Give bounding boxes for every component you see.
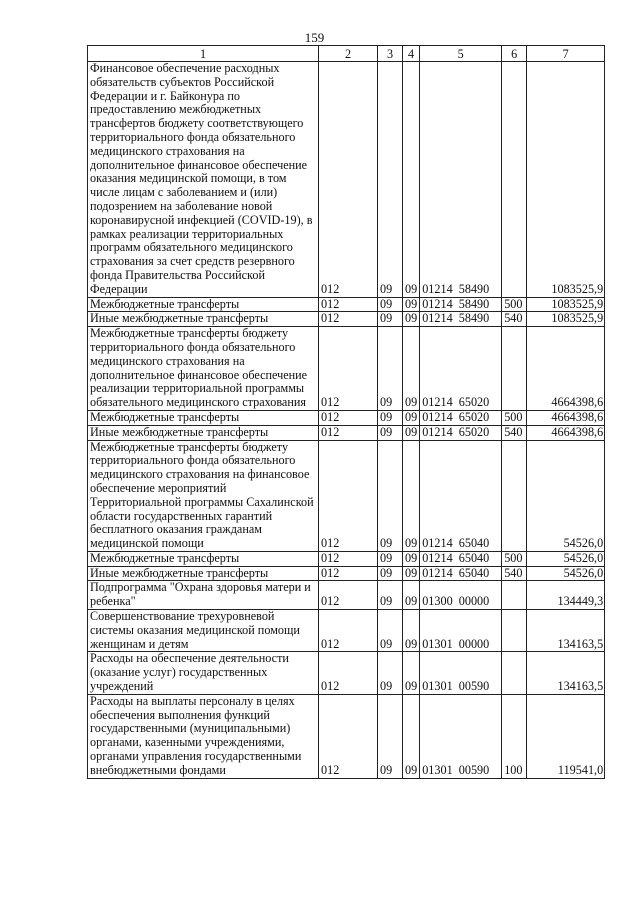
row-grbs-cell: 012 bbox=[319, 327, 378, 411]
table-row bbox=[88, 610, 605, 652]
row-target-article-cell: 01301 00590 bbox=[420, 694, 502, 778]
header-col-3: 3 bbox=[378, 46, 403, 62]
row-grbs-cell: 012 bbox=[319, 440, 378, 551]
row-name-cell: Совершенствование трехуровневой системы оказания медицинской помощи женщинам и детям bbox=[88, 610, 319, 652]
row-expense-type-cell: 100 bbox=[502, 694, 527, 778]
row-target-article-cell: 01214 58490 bbox=[420, 297, 502, 312]
row-grbs-cell: 012 bbox=[319, 566, 378, 581]
row-expense-type-cell: 500 bbox=[502, 551, 527, 566]
row-amount-cell: 119541,0 bbox=[527, 694, 605, 778]
row-amount-cell: 134449,3 bbox=[527, 581, 605, 610]
row-subsection-cell: 09 bbox=[403, 312, 420, 327]
row-grbs-cell: 012 bbox=[319, 581, 378, 610]
row-expense-type-cell bbox=[502, 581, 527, 610]
row-amount-cell: 4664398,6 bbox=[527, 425, 605, 440]
row-name-cell: Иные межбюджетные трансферты bbox=[88, 425, 319, 440]
row-expense-type-cell bbox=[502, 327, 527, 411]
row-target-article-cell: 01300 00000 bbox=[420, 581, 502, 610]
row-expense-type-cell: 540 bbox=[502, 312, 527, 327]
row-target-article-cell: 01214 65020 bbox=[420, 327, 502, 411]
row-subsection-cell: 09 bbox=[403, 581, 420, 610]
table-row bbox=[88, 652, 605, 694]
row-target-article-cell: 01214 65020 bbox=[420, 410, 502, 425]
table-row bbox=[88, 297, 605, 312]
row-amount-cell: 4664398,6 bbox=[527, 327, 605, 411]
header-col-2: 2 bbox=[319, 46, 378, 62]
row-expense-type-cell bbox=[502, 62, 527, 298]
budget-table bbox=[87, 45, 605, 779]
row-grbs-cell: 012 bbox=[319, 410, 378, 425]
row-expense-type-cell: 540 bbox=[502, 566, 527, 581]
row-amount-cell: 1083525,9 bbox=[527, 312, 605, 327]
row-name-cell: Иные межбюджетные трансферты bbox=[88, 312, 319, 327]
row-name-cell: Межбюджетные трансферты bbox=[88, 410, 319, 425]
row-subsection-cell: 09 bbox=[403, 410, 420, 425]
row-section-cell: 09 bbox=[378, 581, 403, 610]
row-amount-cell: 54526,0 bbox=[527, 551, 605, 566]
row-amount-cell: 134163,5 bbox=[527, 652, 605, 694]
row-section-cell: 09 bbox=[378, 610, 403, 652]
table-row bbox=[88, 440, 605, 551]
row-target-article-cell: 01214 65020 bbox=[420, 425, 502, 440]
table-row bbox=[88, 581, 605, 610]
table-row bbox=[88, 312, 605, 327]
row-section-cell: 09 bbox=[378, 694, 403, 778]
page-number: 159 bbox=[304, 30, 325, 45]
table-row bbox=[88, 425, 605, 440]
row-subsection-cell: 09 bbox=[403, 440, 420, 551]
row-expense-type-cell: 540 bbox=[502, 425, 527, 440]
row-name-cell: Иные межбюджетные трансферты bbox=[88, 566, 319, 581]
row-name-cell: Расходы на выплаты персоналу в целях обеспечения выполнения функций государственными (муниципальными) органами, казенными учреждениями, органами управления государственными внебюджетными фондами bbox=[88, 694, 319, 778]
row-name-cell: Межбюджетные трансферты бюджету территориального фонда обязательного медицинского страхования на дополнительное финансовое обеспечение реализации территориальной программы обязательного медицинского страхования bbox=[88, 327, 319, 411]
table-row bbox=[88, 327, 605, 411]
row-target-article-cell: 01301 00000 bbox=[420, 610, 502, 652]
row-grbs-cell: 012 bbox=[319, 297, 378, 312]
row-target-article-cell: 01301 00590 bbox=[420, 652, 502, 694]
row-subsection-cell: 09 bbox=[403, 425, 420, 440]
row-section-cell: 09 bbox=[378, 425, 403, 440]
row-name-cell: Финансовое обеспечение расходных обязательств субъектов Российской Федерации и г. Байконура по предоставлению межбюджетных трансфертов бюджету соответствующего территориального фонда обязательного медицинского страхования на дополнительное финансовое обеспечение оказания медицинской помощи, в том числе лицам с заболеванием и (или) подозрением на заболевание новой коронавирусной инфекцией (COVID-19), в рамках реализации территориальных программ обязательного медицинского страхования за счет средств резервного фонда Правительства Российской Федерации bbox=[88, 62, 319, 298]
row-section-cell: 09 bbox=[378, 410, 403, 425]
row-target-article-cell: 01214 58490 bbox=[420, 312, 502, 327]
row-amount-cell: 1083525,9 bbox=[527, 62, 605, 298]
row-section-cell: 09 bbox=[378, 297, 403, 312]
row-grbs-cell: 012 bbox=[319, 425, 378, 440]
row-grbs-cell: 012 bbox=[319, 694, 378, 778]
header-col-1: 1 bbox=[88, 46, 319, 62]
row-target-article-cell: 01214 65040 bbox=[420, 566, 502, 581]
row-subsection-cell: 09 bbox=[403, 551, 420, 566]
table-row bbox=[88, 694, 605, 778]
table-row bbox=[88, 551, 605, 566]
row-subsection-cell: 09 bbox=[403, 327, 420, 411]
row-section-cell: 09 bbox=[378, 551, 403, 566]
row-name-cell: Расходы на обеспечение деятельности (оказание услуг) государственных учреждений bbox=[88, 652, 319, 694]
row-grbs-cell: 012 bbox=[319, 652, 378, 694]
row-name-cell: Межбюджетные трансферты бюджету территориального фонда обязательного медицинского страхования на финансовое обеспечение мероприятий Территориальной программы Сахалинской области государственных гарантий бесплатного оказания гражданам медицинской помощи bbox=[88, 440, 319, 551]
row-target-article-cell: 01214 58490 bbox=[420, 62, 502, 298]
row-subsection-cell: 09 bbox=[403, 297, 420, 312]
row-grbs-cell: 012 bbox=[319, 610, 378, 652]
header-col-7: 7 bbox=[527, 46, 605, 62]
row-expense-type-cell bbox=[502, 652, 527, 694]
row-name-cell: Межбюджетные трансферты bbox=[88, 297, 319, 312]
row-amount-cell: 1083525,9 bbox=[527, 297, 605, 312]
row-amount-cell: 134163,5 bbox=[527, 610, 605, 652]
row-expense-type-cell: 500 bbox=[502, 410, 527, 425]
row-grbs-cell: 012 bbox=[319, 62, 378, 298]
table-body bbox=[88, 62, 605, 779]
row-expense-type-cell: 500 bbox=[502, 297, 527, 312]
header-col-6: 6 bbox=[502, 46, 527, 62]
row-amount-cell: 54526,0 bbox=[527, 566, 605, 581]
row-grbs-cell: 012 bbox=[319, 551, 378, 566]
row-section-cell: 09 bbox=[378, 62, 403, 298]
row-section-cell: 09 bbox=[378, 652, 403, 694]
row-grbs-cell: 012 bbox=[319, 312, 378, 327]
row-amount-cell: 4664398,6 bbox=[527, 410, 605, 425]
row-section-cell: 09 bbox=[378, 312, 403, 327]
table-row bbox=[88, 566, 605, 581]
header-col-4: 4 bbox=[403, 46, 420, 62]
row-target-article-cell: 01214 65040 bbox=[420, 551, 502, 566]
row-subsection-cell: 09 bbox=[403, 566, 420, 581]
row-subsection-cell: 09 bbox=[403, 652, 420, 694]
row-section-cell: 09 bbox=[378, 440, 403, 551]
header-col-5: 5 bbox=[420, 46, 502, 62]
table-row bbox=[88, 410, 605, 425]
row-section-cell: 09 bbox=[378, 327, 403, 411]
row-name-cell: Межбюджетные трансферты bbox=[88, 551, 319, 566]
row-subsection-cell: 09 bbox=[403, 610, 420, 652]
row-name-cell: Подпрограмма "Охрана здоровья матери и ребенка" bbox=[88, 581, 319, 610]
row-subsection-cell: 09 bbox=[403, 62, 420, 298]
row-target-article-cell: 01214 65040 bbox=[420, 440, 502, 551]
row-section-cell: 09 bbox=[378, 566, 403, 581]
row-expense-type-cell bbox=[502, 610, 527, 652]
header-row bbox=[88, 46, 605, 62]
table-row bbox=[88, 62, 605, 298]
row-subsection-cell: 09 bbox=[403, 694, 420, 778]
row-amount-cell: 54526,0 bbox=[527, 440, 605, 551]
row-expense-type-cell bbox=[502, 440, 527, 551]
